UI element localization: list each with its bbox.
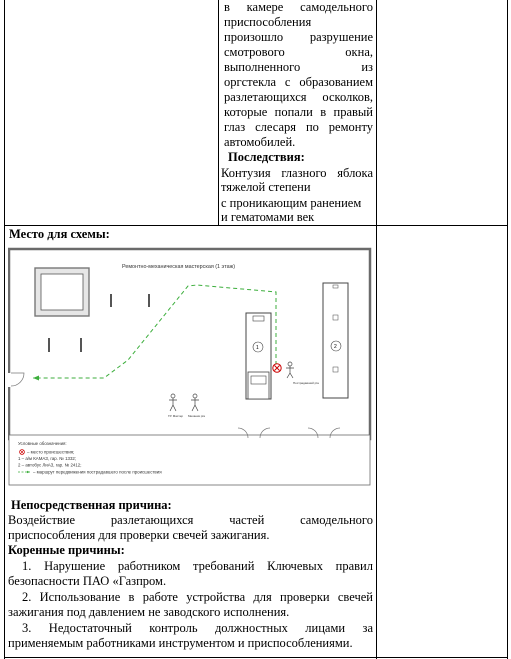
consequence-line: тяжелой степени <box>221 180 311 194</box>
consequences-title: Последствия: <box>228 150 305 164</box>
top-col-divider-2 <box>376 0 377 659</box>
vehicle-2-number: 2 <box>334 344 337 350</box>
desc-line: произошло разрушение <box>224 30 373 44</box>
workshop-scheme <box>8 247 372 487</box>
root-cause-item: 1. Нарушение работником требований Ключевых правил <box>22 559 373 573</box>
legend-title: Условные обозначения: <box>18 441 67 446</box>
root-causes-title: Коренные причины: <box>8 543 125 557</box>
desc-line: выполненного из <box>224 60 373 74</box>
consequence-line: Контузия глазного яблока <box>221 166 373 180</box>
direct-cause-line: приспособления для проверки свечей зажигания. <box>8 528 270 542</box>
workshop-label: Ремонтно-механическая мастерская (1 этаж) <box>122 264 235 270</box>
vehicle-1-number: 1 <box>256 345 259 351</box>
root-cause-item: безопасности ПАО «Газпром. <box>8 574 167 588</box>
desc-line: в камере самодельного <box>224 0 373 14</box>
vehicle-2 <box>323 283 348 398</box>
worker-2-label: Механик р/а <box>188 414 205 418</box>
desc-line: автомобилей. <box>224 135 296 149</box>
worker-1-label: ГР. Мастер <box>168 414 184 418</box>
desc-line: разлетающихся осколков, <box>224 90 373 104</box>
direct-cause-line: Воздействие разлетающихся частей самодельного <box>8 513 373 527</box>
table-right-border <box>507 0 508 659</box>
legend-item: – место происшествия; <box>27 449 75 455</box>
table-bottom-border <box>4 657 508 658</box>
root-cause-item: 2. Использование в работе устройства для проверки свечей <box>22 590 373 604</box>
table-left-border <box>4 0 5 659</box>
root-cause-item: применяемым работниками инструментом и приспособлениями. <box>8 636 353 650</box>
desc-line: оргстекла с образованием <box>224 75 373 89</box>
legend-item: – маршрут передвижения пострадавшего после происшествия <box>33 469 162 475</box>
direct-cause-title: Непосредственная причина: <box>11 498 172 512</box>
inspection-pit <box>35 268 89 316</box>
consequence-line: с проникающим ранением <box>221 196 362 210</box>
incident-marker <box>273 364 281 372</box>
consequence-line: и гематомами век <box>221 210 315 224</box>
legend-item: 1 – а/м КАМАЗ, гар. № 1332; <box>18 456 77 461</box>
desc-line: смотрового окна, <box>224 45 373 59</box>
victim-label: Пострадавший р/а <box>293 381 319 385</box>
root-cause-item: 3. Недостаточный контроль должностных лицами за <box>22 621 373 635</box>
root-cause-item: зажигания под давлением не заводского исполнения. <box>8 605 290 619</box>
desc-line: глаз слесаря по ремонту <box>224 120 373 134</box>
top-col-divider-1 <box>218 0 219 225</box>
row-divider <box>4 225 508 226</box>
vehicle-1 <box>246 313 271 399</box>
desc-line: приспособления <box>224 15 312 29</box>
scheme-title: Место для схемы: <box>9 227 110 241</box>
desc-line: которые попали в правый <box>224 105 373 119</box>
legend-item: 2 – автобус ЛиАЗ, гар. № 2412; <box>18 462 82 468</box>
